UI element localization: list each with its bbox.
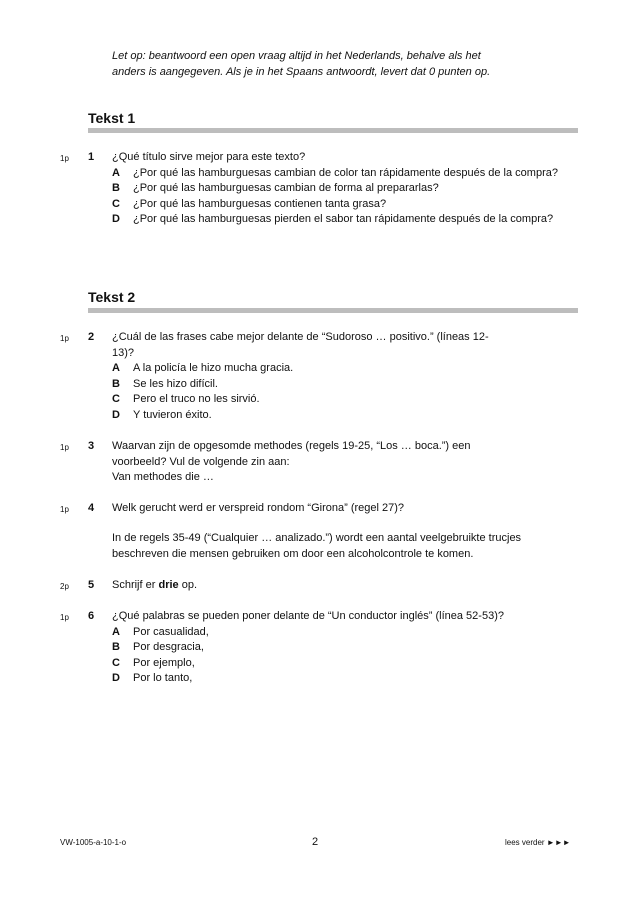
- option-text: Pero el truco no les sirvió.: [133, 393, 260, 405]
- next-page-indicator: lees verder ►►►: [505, 838, 571, 847]
- section-divider-1: [88, 128, 578, 133]
- option-letter: C: [112, 656, 120, 669]
- option-text: A la policía le hizo mucha gracia.: [133, 362, 294, 374]
- section-title-tekst-2: Tekst 2: [88, 289, 136, 305]
- question-text-before: Schrijf er: [112, 579, 159, 591]
- option-text: ¿Por qué las hamburguesas pierden el sabor tan rápidamente después de la compra?: [133, 213, 554, 225]
- question-body: [112, 501, 574, 517]
- option-a: [112, 625, 574, 641]
- question-stem: ¿Cuál de las frases cabe mejor delante de “Sudoroso … positivo.” (líneas 12-13)?: [112, 331, 489, 359]
- option-letter: D: [112, 672, 120, 684]
- points-label: 1p: [60, 505, 69, 514]
- question-stem: Welk gerucht werd er verspreid rondom “Girona” (regel 27)?: [112, 502, 405, 514]
- question-number: 6: [88, 610, 95, 622]
- option-letter: A: [112, 625, 120, 638]
- question-number: 3: [88, 440, 95, 452]
- option-letter: B: [112, 182, 120, 194]
- option-d: [112, 408, 492, 424]
- question-stem: ¿Qué palabras se pueden poner delante de “Un conductor inglés” (línea 52-53)?: [112, 610, 504, 622]
- question-text-after: op.: [178, 579, 198, 591]
- option-letter: B: [112, 641, 120, 653]
- points-label: 1p: [60, 613, 69, 622]
- section-divider-2: [88, 308, 578, 313]
- option-b: [112, 640, 574, 656]
- option-letter: B: [112, 377, 120, 390]
- option-text: Por desgracia,: [133, 641, 204, 653]
- question-body: [112, 330, 492, 423]
- option-b: [112, 181, 574, 197]
- exam-code: VW-1005-a-10-1-o: [60, 838, 127, 847]
- option-letter: A: [112, 166, 120, 179]
- option-d: [112, 671, 574, 687]
- question-number: 5: [88, 579, 95, 591]
- instruction-line-1: Let op: beantwoord een open vraag altijd in het Nederlands, behalve als het: [112, 50, 481, 62]
- option-a: [112, 361, 492, 377]
- instruction-text: [112, 48, 572, 80]
- option-letter: D: [112, 213, 120, 225]
- question-line-1: Waarvan zijn de opgesomde methodes (regels 19-25, “Los … boca.”) een: [112, 440, 471, 452]
- question-bold-word: drie: [158, 579, 179, 591]
- question-line-3: Van methodes die …: [112, 471, 214, 483]
- option-text: ¿Por qué las hamburguesas cambian de color tan rápidamente después de la compra?: [133, 166, 558, 179]
- option-text: Y tuvieron éxito.: [133, 408, 212, 421]
- option-b: [112, 377, 492, 393]
- instruction-line-2: anders is aangegeven. Als je in het Spaans antwoordt, levert dat 0 punten op.: [112, 66, 491, 78]
- question-body: [112, 578, 574, 594]
- option-letter: C: [112, 393, 120, 405]
- question-number: 1: [88, 151, 95, 163]
- question-body: [112, 609, 574, 687]
- question-number: 4: [88, 502, 95, 514]
- option-text: Por lo tanto,: [133, 672, 193, 684]
- option-letter: D: [112, 408, 120, 421]
- question-stem: ¿Qué título sirve mejor para este texto?: [112, 151, 306, 163]
- option-text: ¿Por qué las hamburguesas cambian de forma al prepararlas?: [133, 182, 439, 194]
- option-c: [112, 392, 492, 408]
- question-body: [112, 150, 574, 228]
- option-c: [112, 656, 574, 672]
- points-label: 2p: [60, 582, 69, 591]
- option-c: [112, 197, 574, 213]
- option-d: [112, 212, 574, 228]
- section-title-tekst-1: Tekst 1: [88, 110, 136, 126]
- points-label: 1p: [60, 334, 69, 343]
- option-letter: C: [112, 197, 120, 210]
- option-a: [112, 166, 574, 182]
- question-body: [112, 439, 574, 486]
- option-text: Por casualidad,: [133, 625, 209, 638]
- points-label: 1p: [60, 154, 69, 163]
- option-letter: A: [112, 362, 120, 374]
- page-number: 2: [312, 836, 319, 848]
- question-number: 2: [88, 331, 95, 343]
- option-text: Se les hizo difícil.: [133, 377, 218, 390]
- points-label: 1p: [60, 443, 69, 452]
- option-text: ¿Por qué las hamburguesas contienen tanta grasa?: [133, 197, 387, 210]
- option-text: Por ejemplo,: [133, 656, 195, 669]
- question-line-2: voorbeeld? Vul de volgende zin aan:: [112, 455, 290, 468]
- intro-text: In de regels 35-49 (“Cualquier … analizado.”) wordt een aantal veelgebruikte trucjes beschreven die mensen gebruiken om door een alcoholcontrole te komen.: [112, 532, 522, 560]
